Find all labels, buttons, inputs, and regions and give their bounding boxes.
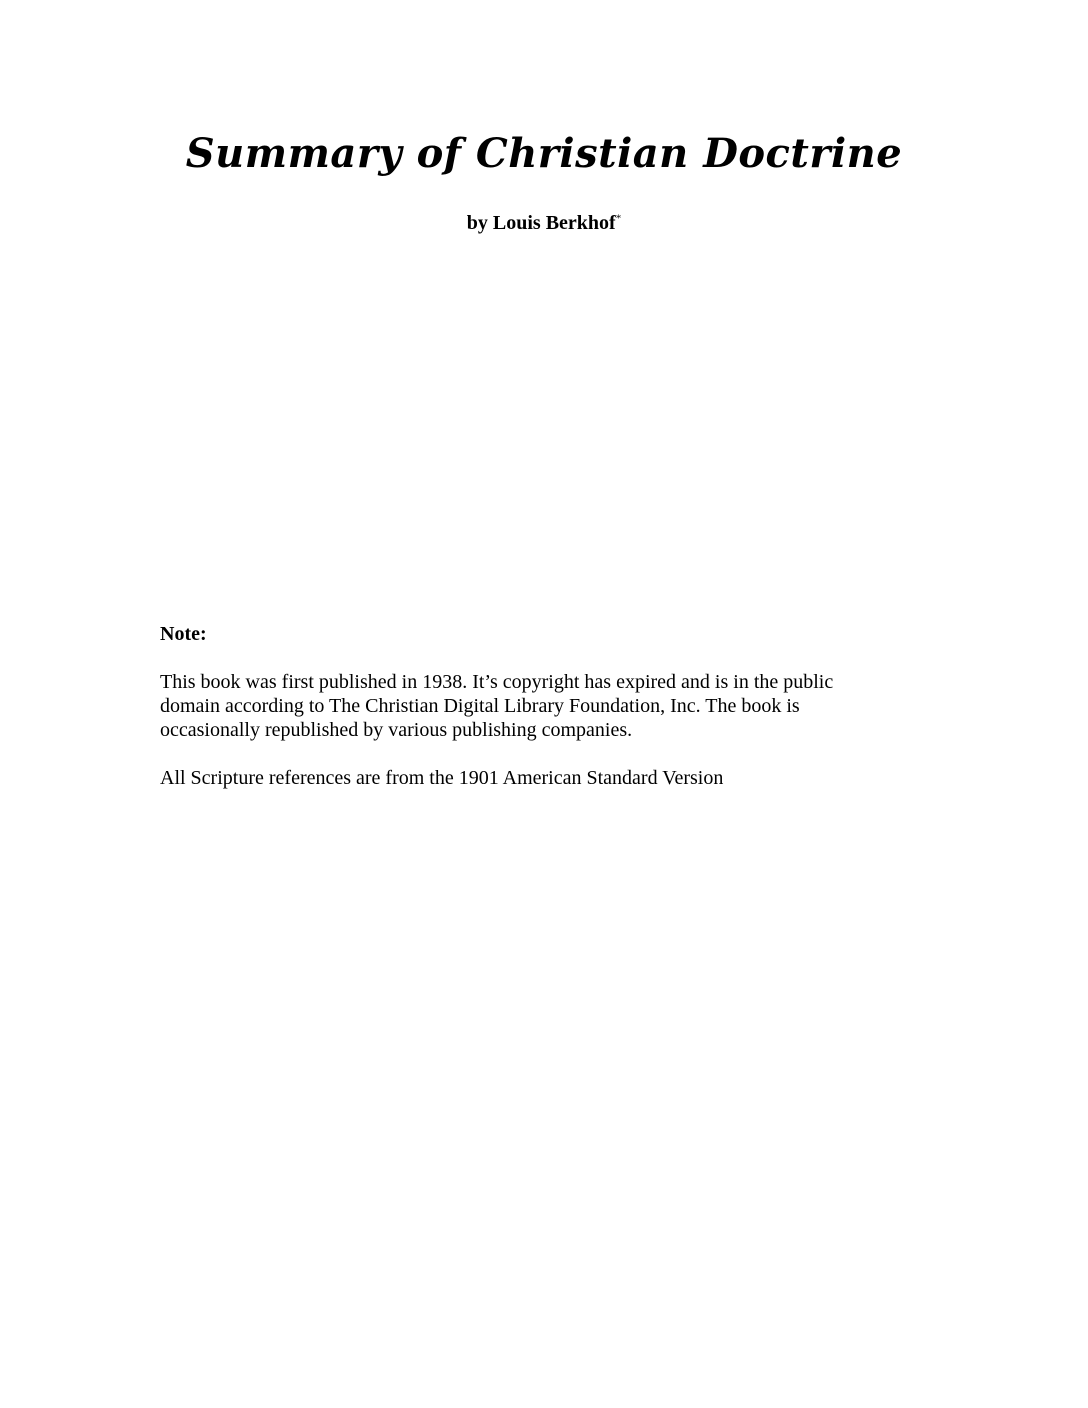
note-paragraph-line: domain according to The Christian Digital Library Foundation, Inc. The book is — [160, 695, 800, 717]
note-section — [160, 622, 920, 790]
note-paragraph — [160, 670, 920, 742]
author-line — [0, 210, 1088, 236]
author-name: by Louis Berkhof — [466, 212, 616, 234]
note-paragraph-line: This book was first published in 1938. It’s copyright has expired and is in the public — [160, 671, 834, 693]
document-title: Summary of Christian Doctrine — [185, 130, 903, 177]
note-heading: Note: — [160, 623, 207, 645]
note-paragraph-line: occasionally republished by various publishing companies. — [160, 719, 633, 741]
scripture-note: All Scripture references are from the 1901 American Standard Version — [160, 767, 724, 789]
author-footnote-mark: * — [615, 212, 622, 225]
